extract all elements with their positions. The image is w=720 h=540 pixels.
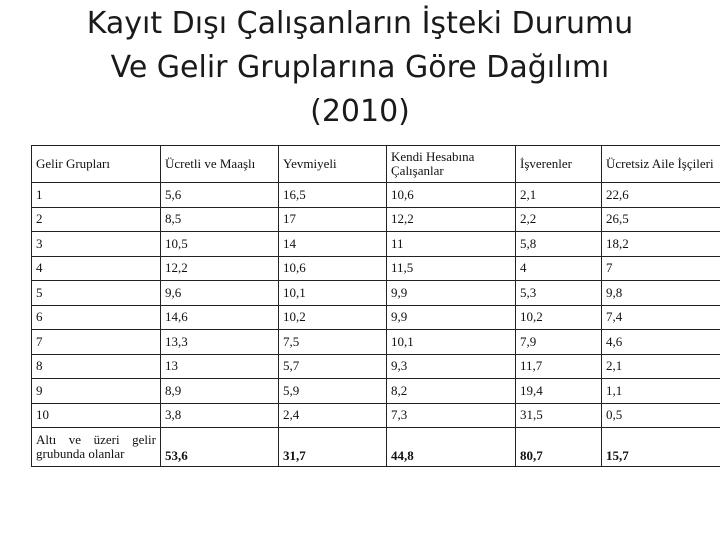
table-cell: 19,4 [516, 379, 602, 404]
table-cell: 2,4 [279, 403, 387, 428]
table-cell: 5,9 [279, 379, 387, 404]
table-cell: 9,9 [387, 281, 516, 306]
table-cell: 10,2 [516, 305, 602, 330]
slide-title [0, 2, 720, 134]
table-cell: 8,5 [161, 207, 279, 232]
table-cell: 2 [32, 207, 161, 232]
table-cell: 2,2 [516, 207, 602, 232]
table-cell: 7 [32, 330, 161, 355]
header-cell: Yevmiyeli [279, 146, 387, 183]
table-cell: 9,8 [602, 281, 720, 306]
table-cell: 53,6 [161, 428, 279, 467]
table-cell: 1,1 [602, 379, 720, 404]
table-cell: 10,1 [279, 281, 387, 306]
header-cell: Ücretsiz Aile İşçileri [602, 146, 720, 183]
table-cell: 4 [32, 256, 161, 281]
table-cell: 8,9 [161, 379, 279, 404]
title-line-3: (2010) [310, 94, 410, 129]
table-cell: 10,2 [279, 305, 387, 330]
table-cell: 15,7 [602, 428, 720, 467]
table-cell: 13 [161, 354, 279, 379]
table-cell: 5,8 [516, 232, 602, 257]
table-cell: 0,5 [602, 403, 720, 428]
table-cell: 80,7 [516, 428, 602, 467]
table-cell: 14 [279, 232, 387, 257]
title-line-1: Kayıt Dışı Çalışanların İşteki Durumu [86, 6, 634, 41]
table-cell: 10,6 [387, 183, 516, 208]
table-cell: 7,4 [602, 305, 720, 330]
table-row [32, 232, 720, 257]
table-header-row [32, 146, 720, 183]
table-row [32, 183, 720, 208]
table-cell: 7,5 [279, 330, 387, 355]
table-cell: 9 [32, 379, 161, 404]
table-cell: 7,9 [516, 330, 602, 355]
header-cell: Gelir Grupları [32, 146, 161, 183]
table-cell: 5,6 [161, 183, 279, 208]
table-row [32, 379, 720, 404]
table-cell: 11,5 [387, 256, 516, 281]
table-row [32, 281, 720, 306]
header-cell: İşverenler [516, 146, 602, 183]
table-cell: 12,2 [387, 207, 516, 232]
header-cell: Ücretli ve Maaşlı [161, 146, 279, 183]
table-cell: 5,3 [516, 281, 602, 306]
total-row-label [32, 428, 161, 467]
table-cell: 11,7 [516, 354, 602, 379]
total-row [32, 428, 720, 467]
table-cell: 31,7 [279, 428, 387, 467]
table-row [32, 403, 720, 428]
table-cell: 5 [32, 281, 161, 306]
table-cell: 6 [32, 305, 161, 330]
table-cell: 16,5 [279, 183, 387, 208]
table-cell: 31,5 [516, 403, 602, 428]
table-row [32, 207, 720, 232]
title-line-2: Ve Gelir Gruplarına Göre Dağılımı [110, 50, 610, 85]
table-cell: 7,3 [387, 403, 516, 428]
table-cell: 7 [602, 256, 720, 281]
table-cell: 8 [32, 354, 161, 379]
table-cell: 13,3 [161, 330, 279, 355]
table-cell: 26,5 [602, 207, 720, 232]
table-cell: 10,5 [161, 232, 279, 257]
table-cell: 4,6 [602, 330, 720, 355]
table-cell: 22,6 [602, 183, 720, 208]
header-cell: Kendi Hesabına Çalışanlar [387, 146, 516, 183]
table-cell: 9,3 [387, 354, 516, 379]
table-cell: 14,6 [161, 305, 279, 330]
total-label-line-1: Altı ve üzeri gelir [36, 432, 156, 447]
table-cell: 10 [32, 403, 161, 428]
table-row [32, 330, 720, 355]
table-cell: 3 [32, 232, 161, 257]
table-cell: 4 [516, 256, 602, 281]
table-cell: 12,2 [161, 256, 279, 281]
table-cell: 10,6 [279, 256, 387, 281]
table-cell: 5,7 [279, 354, 387, 379]
table-cell: 9,6 [161, 281, 279, 306]
table-cell: 8,2 [387, 379, 516, 404]
table-cell: 18,2 [602, 232, 720, 257]
table-row [32, 354, 720, 379]
table-cell: 1 [32, 183, 161, 208]
table-cell: 9,9 [387, 305, 516, 330]
table-cell: 2,1 [602, 354, 720, 379]
table-cell: 10,1 [387, 330, 516, 355]
table-cell: 11 [387, 232, 516, 257]
total-label-line-2: grubunda olanlar [36, 446, 125, 461]
table-cell: 2,1 [516, 183, 602, 208]
table-row [32, 305, 720, 330]
table-row [32, 256, 720, 281]
table-cell: 3,8 [161, 403, 279, 428]
income-group-table [31, 145, 720, 467]
table-body [32, 183, 720, 467]
table-cell: 17 [279, 207, 387, 232]
table-cell: 44,8 [387, 428, 516, 467]
